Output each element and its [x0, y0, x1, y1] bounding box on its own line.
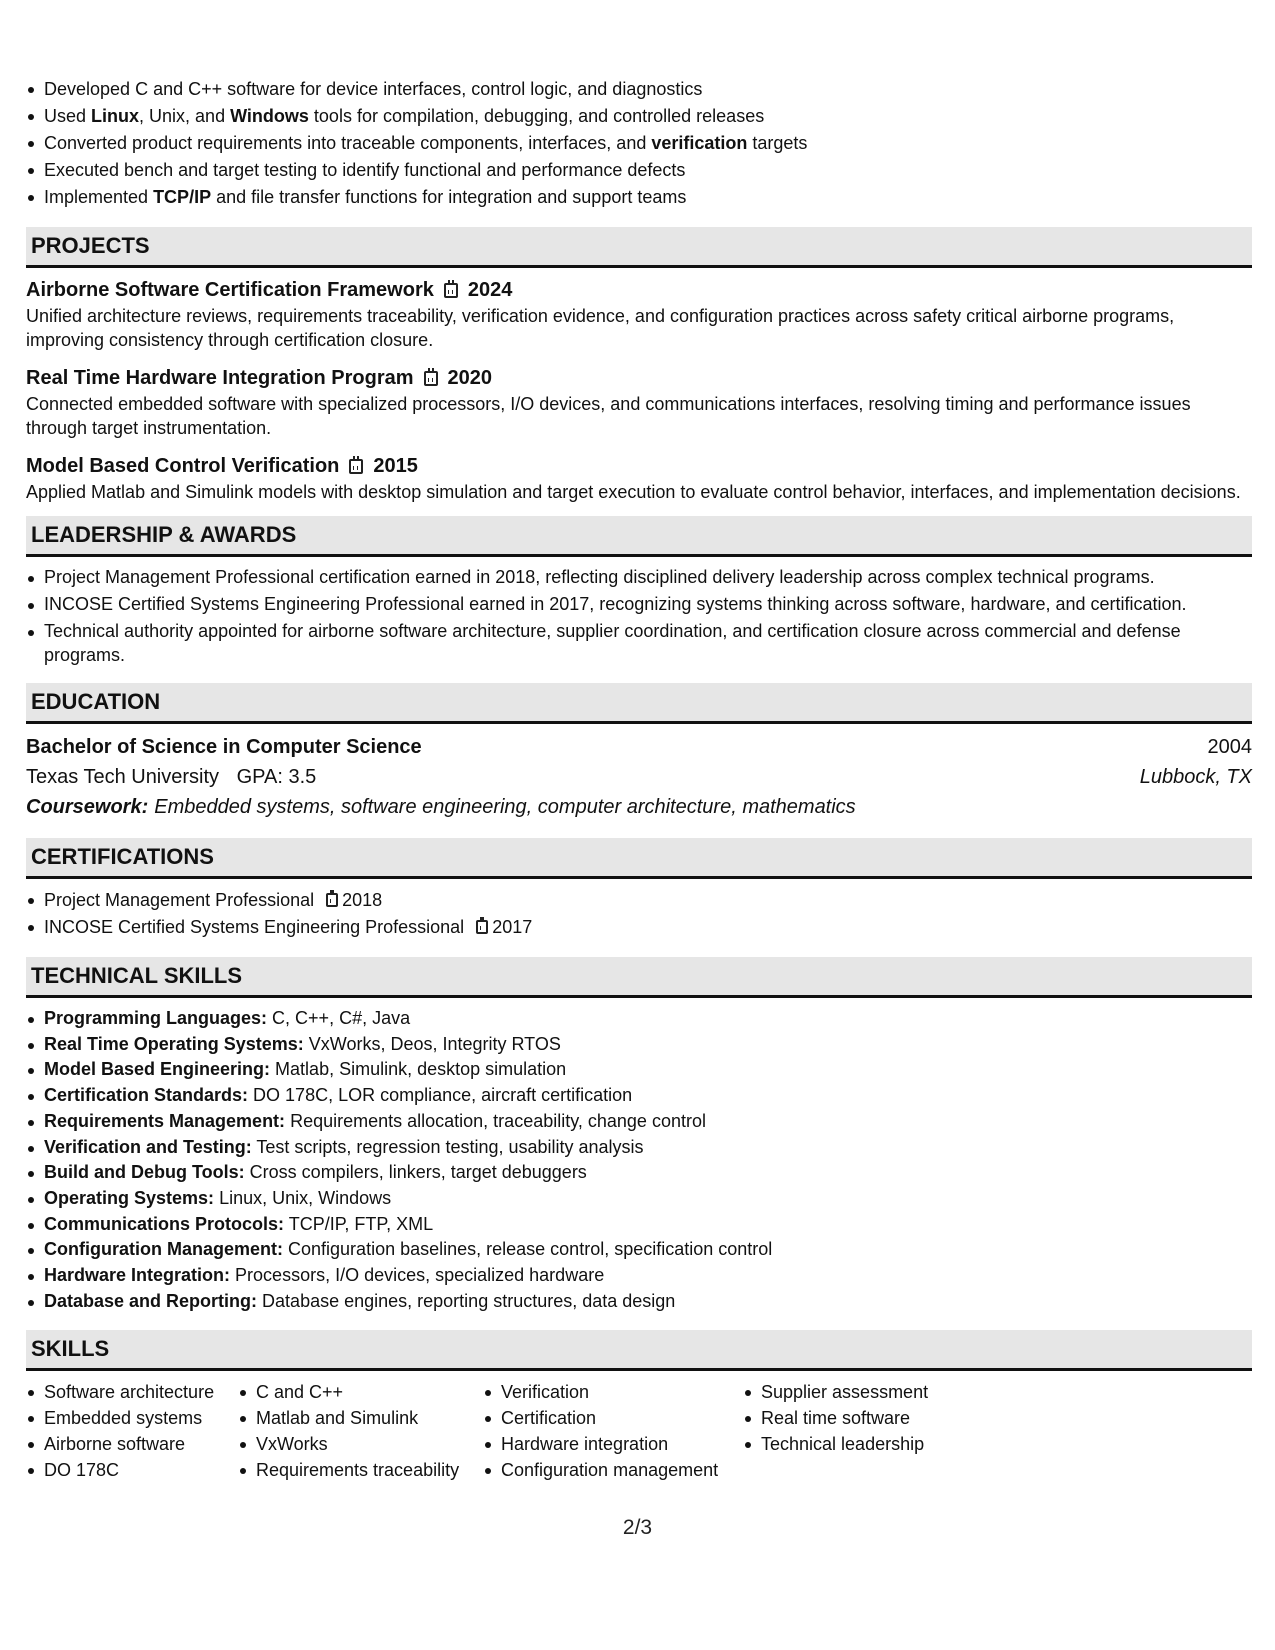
technical-skill-item: [44, 1006, 1252, 1032]
projects-list: [26, 276, 1252, 504]
certification-year: 2017: [492, 917, 533, 937]
technical-skill-item: [44, 1135, 1252, 1161]
project-title: Real Time Hardware Integration Program: [26, 367, 414, 389]
school-location: Lubbock, TX: [1139, 766, 1252, 788]
project-description: Applied Matlab and Simulink models with desktop simulation and target execution to evaluate control behavior, interfaces, and implementation decisions.: [26, 482, 1241, 502]
skill-item: Certification: [501, 1405, 743, 1431]
project-title: Model Based Control Verification: [26, 455, 340, 477]
skill-item: Verification: [501, 1379, 743, 1405]
skill-category: Build and Debug Tools:: [44, 1162, 245, 1183]
skill-values: Matlab, Simulink, desktop simulation: [275, 1059, 567, 1080]
skill-category: Requirements Management:: [44, 1110, 286, 1131]
gpa: GPA: 3.5: [236, 766, 317, 788]
project-title-row: [26, 452, 1252, 480]
calendar-icon: [326, 893, 338, 907]
experience-bullet: [44, 103, 1252, 130]
bullet-text: tools for compilation, debugging, and controlled releases: [308, 106, 765, 126]
certifications-heading: CERTIFICATIONS: [26, 838, 1252, 879]
project-year: 2024: [467, 279, 513, 301]
skill-item: Matlab and Simulink: [256, 1405, 483, 1431]
technical-skills-list: [26, 1006, 1252, 1314]
keyword: Linux: [91, 106, 140, 126]
experience-bullet: [44, 184, 1252, 211]
leadership-item: Project Management Professional certification earned in 2018, reflecting disciplined delivery leadership across complex technical programs.: [44, 565, 1252, 589]
coursework: [26, 792, 1252, 822]
skill-category: Communications Protocols:: [44, 1213, 285, 1234]
skills-heading: SKILLS: [26, 1330, 1252, 1371]
skill-values: DO 178C, LOR compliance, aircraft certification: [253, 1085, 633, 1106]
technical-skills-heading: TECHNICAL SKILLS: [26, 957, 1252, 998]
skill-item: Requirements traceability: [256, 1457, 483, 1483]
project-title-row: [26, 276, 1252, 304]
skill-values: VxWorks, Deos, Integrity RTOS: [308, 1033, 561, 1054]
bullet-text: Implemented: [44, 187, 154, 207]
skill-category: Certification Standards:: [44, 1085, 249, 1106]
page-number: 2/3: [622, 1516, 653, 1539]
technical-skill-item: [44, 1032, 1252, 1058]
skill-category: Hardware Integration:: [44, 1265, 231, 1286]
coursework-label: Coursework:: [26, 796, 149, 818]
skill-item: Hardware integration: [501, 1431, 743, 1457]
skill-item: Embedded systems: [44, 1405, 238, 1431]
skill-item: Supplier assessment: [761, 1379, 993, 1405]
certification-name: Project Management Professional: [44, 890, 315, 910]
skill-item: Technical leadership: [761, 1431, 993, 1457]
bullet-text: Converted product requirements into traceable components, interfaces, and: [44, 133, 652, 153]
technical-skill-item: [44, 1109, 1252, 1135]
leadership-list: [26, 565, 1252, 667]
experience-bullet: [44, 76, 1252, 103]
graduation-year: 2004: [1207, 736, 1252, 758]
skill-category: Configuration Management:: [44, 1239, 283, 1260]
leadership-heading: LEADERSHIP & AWARDS: [26, 516, 1252, 557]
skill-values: Linux, Unix, Windows: [219, 1187, 392, 1208]
certification-year: 2018: [342, 890, 383, 910]
skill-values: Test scripts, regression testing, usability analysis: [256, 1136, 644, 1157]
skills-column: [238, 1379, 483, 1483]
project-year: 2020: [447, 367, 493, 389]
experience-bullet: [44, 157, 1252, 184]
skill-values: Cross compilers, linkers, target debuggers: [249, 1162, 587, 1183]
skills-column: [26, 1379, 238, 1483]
keyword: TCP/IP: [153, 187, 212, 207]
skills-grid: [26, 1379, 1252, 1483]
project-title: Airborne Software Certification Framework: [26, 279, 434, 301]
skills-column: [743, 1379, 993, 1483]
skill-item: Real time software: [761, 1405, 993, 1431]
calendar-icon: [476, 920, 488, 934]
skill-values: Configuration baselines, release control, specification control: [288, 1239, 773, 1260]
skill-values: C, C++, C#, Java: [272, 1008, 411, 1028]
skills-column: [483, 1379, 743, 1483]
technical-skill-item: [44, 1057, 1252, 1083]
keyword: Windows: [230, 106, 309, 126]
experience-bullet-list: [26, 76, 1252, 211]
skill-category: Programming Languages:: [44, 1008, 268, 1028]
calendar-icon: [349, 459, 363, 474]
skill-category: Database and Reporting:: [44, 1290, 258, 1311]
calendar-icon: [424, 371, 438, 386]
technical-skill-item: [44, 1186, 1252, 1212]
bullet-text: Executed bench and target testing to identify functional and performance defects: [44, 160, 686, 180]
resume-page: [26, 76, 1252, 1483]
skill-item: VxWorks: [256, 1431, 483, 1457]
bullet-text: and file transfer functions for integration and support teams: [211, 187, 687, 207]
technical-skill-item: [44, 1289, 1252, 1315]
certification-name: INCOSE Certified Systems Engineering Professional: [44, 917, 465, 937]
skill-values: Requirements allocation, traceability, change control: [290, 1110, 706, 1131]
keyword: verification: [651, 133, 748, 153]
project-title-row: [26, 364, 1252, 392]
coursework-text: Embedded systems, software engineering, computer architecture, mathematics: [154, 796, 856, 818]
skill-item: DO 178C: [44, 1457, 238, 1483]
bullet-text: targets: [747, 133, 808, 153]
skill-item: C and C++: [256, 1379, 483, 1405]
education-entry: [26, 732, 1252, 822]
skill-values: TCP/IP, FTP, XML: [288, 1213, 434, 1234]
skill-category: Model Based Engineering:: [44, 1059, 271, 1080]
skill-category: Operating Systems:: [44, 1187, 215, 1208]
bullet-text: Developed C and C++ software for device interfaces, control logic, and diagnostics: [44, 79, 703, 99]
technical-skill-item: [44, 1212, 1252, 1238]
bullet-text: , Unix, and: [139, 106, 231, 126]
certifications-list: [26, 887, 1252, 941]
experience-bullet: [44, 130, 1252, 157]
skill-item: Software architecture: [44, 1379, 238, 1405]
technical-skill-item: [44, 1160, 1252, 1186]
leadership-item: INCOSE Certified Systems Engineering Professional earned in 2017, recognizing systems thinking across software, hardware, and certification.: [44, 592, 1252, 616]
education-heading: EDUCATION: [26, 683, 1252, 724]
bullet-text: Used: [44, 106, 92, 126]
skill-item: Airborne software: [44, 1431, 238, 1457]
technical-skill-item: [44, 1083, 1252, 1109]
skill-values: Processors, I/O devices, specialized hardware: [235, 1265, 605, 1286]
leadership-item: Technical authority appointed for airborne software architecture, supplier coordination, and certification closure across commercial and defense programs.: [44, 619, 1252, 667]
skill-category: Verification and Testing:: [44, 1136, 252, 1157]
school-name: Texas Tech University: [26, 766, 220, 788]
technical-skill-item: [44, 1237, 1252, 1263]
project-description: Connected embedded software with specialized processors, I/O devices, and communications interfaces, resolving timing and performance issues through target instrumentation.: [26, 394, 1191, 438]
technical-skill-item: [44, 1263, 1252, 1289]
calendar-icon: [444, 283, 458, 298]
degree: Bachelor of Science in Computer Science: [26, 736, 422, 758]
skill-item: Configuration management: [501, 1457, 743, 1483]
project-year: 2015: [373, 455, 418, 477]
project-description: Unified architecture reviews, requirements traceability, verification evidence, and configuration practices across safety critical airborne programs, improving consistency through certification closure.: [26, 306, 1175, 350]
projects-heading: PROJECTS: [26, 227, 1252, 268]
skill-category: Real Time Operating Systems:: [44, 1033, 304, 1054]
certification-item: [44, 887, 1252, 914]
skill-values: Database engines, reporting structures, data design: [262, 1290, 676, 1311]
certification-item: [44, 914, 1252, 941]
